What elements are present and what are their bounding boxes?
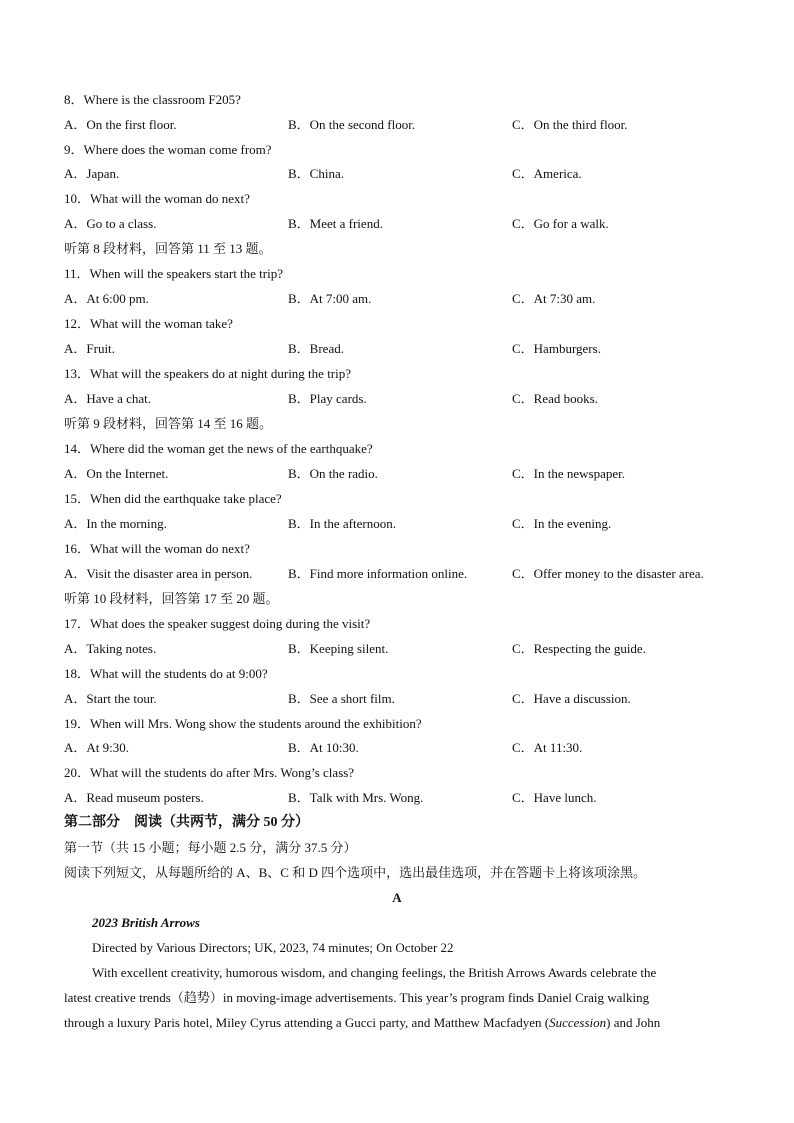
option-a: A．Japan. xyxy=(64,166,120,181)
option-a: A．On the first floor. xyxy=(64,117,177,132)
option-a: A．Go to a class. xyxy=(64,216,157,231)
option-b: B．Meet a friend. xyxy=(288,216,383,231)
option-c: C．In the evening. xyxy=(512,516,612,531)
question-stem: 15．When did the earthquake take place? xyxy=(64,491,282,506)
question-stem: 14．Where did the woman get the news of the earthquake? xyxy=(64,441,373,456)
option-c: C．America. xyxy=(512,166,582,181)
passage-letter: A xyxy=(392,890,402,905)
question-stem: 17．What does the speaker suggest doing during the visit? xyxy=(64,616,371,631)
option-c: C．Offer money to the disaster area. xyxy=(512,566,704,581)
option-b: B．China. xyxy=(288,166,344,181)
option-b: B．See a short film. xyxy=(288,691,395,706)
question-stem: 11．When will the speakers start the trip? xyxy=(64,266,284,281)
paragraph-line: latest creative trends（趋势）in moving-image advertisements. This year’s program finds Daniel Craig walking xyxy=(64,990,650,1005)
paragraph-text: through a luxury Paris hotel, Miley Cyrus attending a Gucci party, and Matthew Macfadyen ( xyxy=(64,1015,550,1030)
option-b: B．At 7:00 am. xyxy=(288,291,372,306)
option-c: C．Go for a walk. xyxy=(512,216,609,231)
question-stem: 16．What will the woman do next? xyxy=(64,541,250,556)
option-c: C．At 11:30. xyxy=(512,740,583,755)
option-a: A．Start the tour. xyxy=(64,691,157,706)
question-stem: 18．What will the students do at 9:00? xyxy=(64,666,268,681)
part-heading: 第二部分 阅读（共两节，满分 50 分） xyxy=(64,815,309,830)
option-b: B．On the second floor. xyxy=(288,117,416,132)
option-b: B．At 10:30. xyxy=(288,740,359,755)
show-title: Succession xyxy=(549,1015,607,1030)
option-c: C．Have a discussion. xyxy=(512,691,631,706)
option-c: C．At 7:30 am. xyxy=(512,291,596,306)
listening-instruction: 听第 8 段材料，回答第 11 至 13 题。 xyxy=(64,241,272,256)
option-a: A．Taking notes. xyxy=(64,641,157,656)
option-b: B．Keeping silent. xyxy=(288,641,389,656)
question-stem: 8．Where is the classroom F205? xyxy=(64,92,241,107)
question-stem: 9．Where does the woman come from? xyxy=(64,142,272,157)
option-b: B．On the radio. xyxy=(288,466,378,481)
option-b: B．In the afternoon. xyxy=(288,516,396,531)
option-b: B．Bread. xyxy=(288,341,344,356)
option-c: C．On the third floor. xyxy=(512,117,628,132)
option-c: C．Hamburgers. xyxy=(512,341,601,356)
option-a: A．Have a chat. xyxy=(64,391,151,406)
option-b: B．Play cards. xyxy=(288,391,367,406)
option-c: C．In the newspaper. xyxy=(512,466,626,481)
paragraph-line: With excellent creativity, humorous wisdom, and changing feelings, the British Arrows Awards celebrate the xyxy=(92,965,657,980)
question-stem: 12．What will the woman take? xyxy=(64,316,233,331)
section-heading: 第一节（共 15 小题；每小题 2.5 分，满分 37.5 分） xyxy=(64,840,357,855)
option-c: C．Read books. xyxy=(512,391,598,406)
option-a: A．In the morning. xyxy=(64,516,167,531)
listening-instruction: 听第 9 段材料，回答第 14 至 16 题。 xyxy=(64,416,273,431)
question-stem: 19．When will Mrs. Wong show the students around the exhibition? xyxy=(64,716,422,731)
option-a: A．Read museum posters. xyxy=(64,790,204,805)
option-a: A．Fruit. xyxy=(64,341,115,356)
option-c: C．Respecting the guide. xyxy=(512,641,646,656)
option-c: C．Have lunch. xyxy=(512,790,597,805)
option-a: A．At 6:00 pm. xyxy=(64,291,149,306)
film-title: 2023 British Arrows xyxy=(92,915,200,930)
option-b: B．Find more information online. xyxy=(288,566,468,581)
option-a: A．Visit the disaster area in person. xyxy=(64,566,253,581)
reading-instruction: 阅读下列短文，从每题所给的 A、B、C 和 D 四个选项中，选出最佳选项，并在答题卡上将该项涂黑。 xyxy=(64,865,647,880)
question-stem: 10．What will the woman do next? xyxy=(64,191,250,206)
listening-instruction: 听第 10 段材料，回答第 17 至 20 题。 xyxy=(64,591,279,606)
option-b: B．Talk with Mrs. Wong. xyxy=(288,790,424,805)
paragraph-text: ) and John xyxy=(606,1015,661,1030)
question-stem: 13．What will the speakers do at night during the trip? xyxy=(64,366,352,381)
option-a: A．On the Internet. xyxy=(64,466,169,481)
option-a: A．At 9:30. xyxy=(64,740,130,755)
paragraph-line xyxy=(64,1015,660,1031)
question-stem: 20．What will the students do after Mrs. Wong’s class? xyxy=(64,765,355,780)
film-info: Directed by Various Directors; UK, 2023, 74 minutes; On October 22 xyxy=(92,940,454,955)
